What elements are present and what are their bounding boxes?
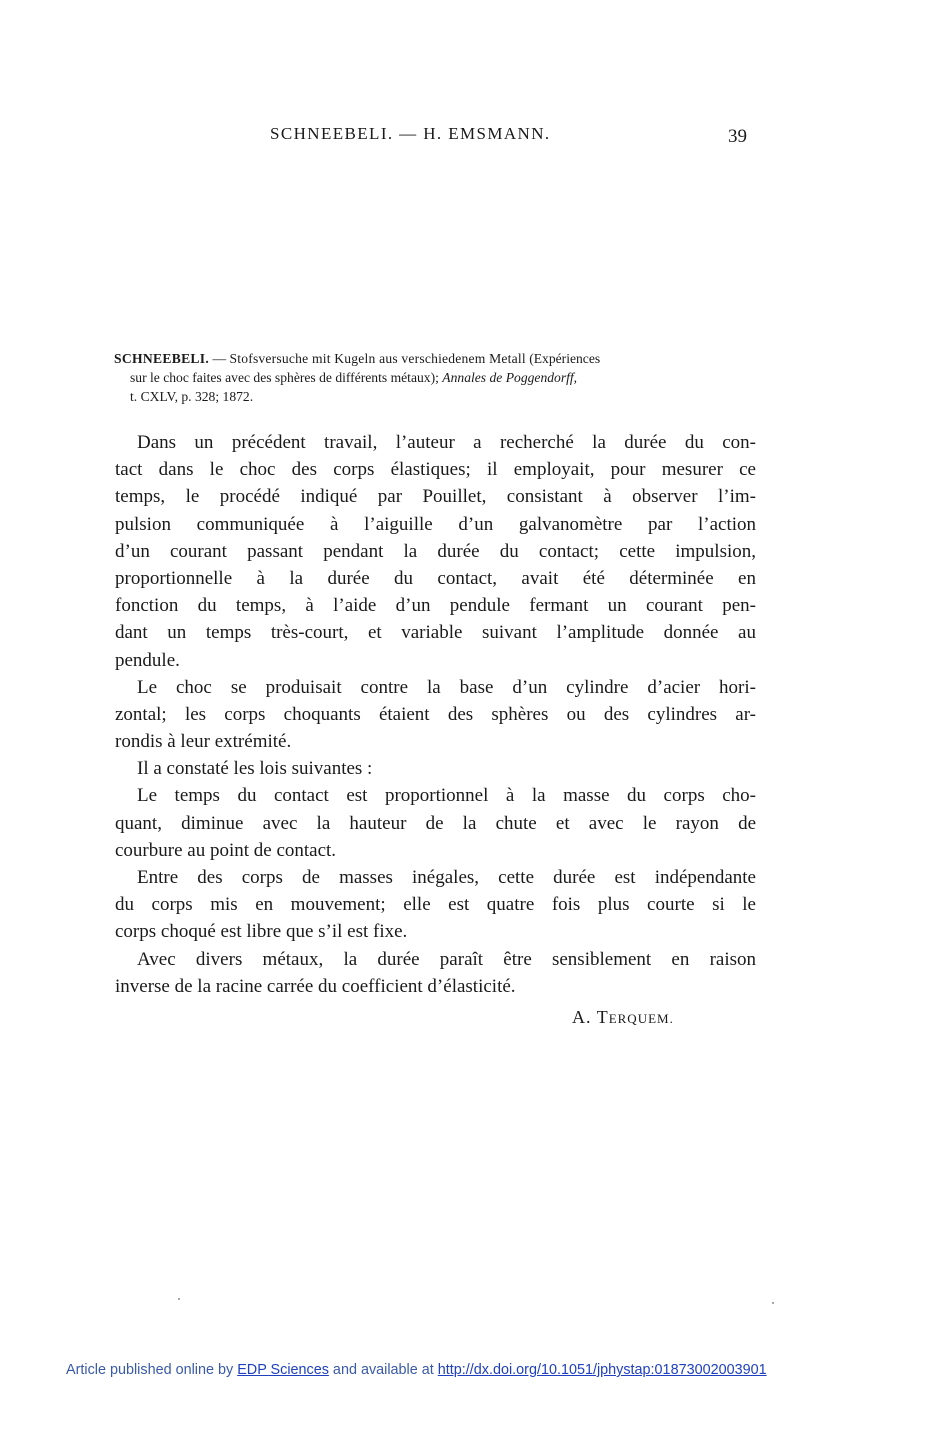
running-title: SCHNEEBELI. — H. EMSMANN. [270,124,551,143]
footer-middle: and available at [328,1362,438,1378]
reference-title-german: Stofsversuche mit Kugeln aus verschiedenem Metall [229,351,526,366]
signature-initial: A. [572,1007,592,1027]
body-line: proportionnelle à la durée du contact, avait été déterminée en [115,567,756,589]
body-line: Entre des corps de masses inégales, cette durée est indépendante [137,867,756,888]
scan-speck [772,1302,774,1304]
author-signature [572,1007,674,1028]
body-line: Le choc se produisait contre la base d’un cylindre d’acier hori- [137,676,756,698]
body-line: quant, diminue avec la hauteur de la chute et avec le rayon de [115,812,756,834]
reference-citation: t. CXLV, p. 328; 1872. [130,389,254,404]
reference-line-1 [114,349,758,368]
body-line: Le temps du contact est proportionnel à la masse du corps cho- [137,785,756,807]
doi-link[interactable]: http://dx.doi.org/10.1051/jphystap:01873002003901 [437,1362,767,1378]
body-line: dant un temps très-court, et variable suivant l’amplitude donnée au [115,622,756,644]
body-line: Avec divers métaux, la durée paraît être sensiblement en raison [137,948,756,970]
scan-speck [178,1298,180,1300]
body-line: temps, le procédé indiqué par Pouillet, consistant à observer l’im- [115,486,756,508]
body-line: zontal; les corps choquants étaient des sphères ou des cylindres ar- [115,703,756,725]
body-line: courbure au point de contact. [115,839,337,861]
body-line: fonction du temps, à l’aide d’un pendule fermant un courant pen- [115,595,756,617]
bibliographic-reference [114,349,758,406]
body-line: d’un courant passant pendant la durée du contact; cette impulsion, [115,540,756,562]
body-line: corps choqué est libre que s’il est fixe. [115,921,408,943]
signature-surname-rest: ERQUEM. [608,1011,674,1026]
body-line: tact dans le choc des corps élastiques; il employait, pour mesurer ce [115,459,756,481]
reference-title-french-start: (Expériences [525,351,601,366]
reference-journal: Annales de Poggendorff, [442,370,578,385]
body-line: pendule. [115,649,180,671]
signature-surname-first: T [596,1007,609,1027]
page-number: 39 [728,126,747,147]
reference-title-french-end: sur le choc faites avec des sphères de différents métaux); [130,370,439,385]
running-header [0,124,930,148]
body-line: rondis à leur extrémité. [115,731,292,753]
body-line: pulsion communiquée à l’aiguille d’un galvanomètre par l’action [115,513,756,535]
reference-line-3 [114,387,758,406]
reference-line-2 [114,368,758,387]
article-body [115,429,756,1000]
body-line: du corps mis en mouvement; elle est quatre fois plus courte si le [115,894,756,916]
publication-footer [66,1362,767,1378]
publisher-link[interactable]: EDP Sciences [237,1362,329,1378]
footer-prefix: Article published online by [66,1362,238,1378]
reference-author: SCHNEEBELI. [114,351,210,366]
reference-dash: — [209,351,230,366]
body-line: Dans un précédent travail, l’auteur a recherché la durée du con- [137,432,756,453]
body-line: inverse de la racine carrée du coefficient d’élasticité. [115,975,516,997]
body-line: Il a constaté les lois suivantes : [137,758,373,780]
